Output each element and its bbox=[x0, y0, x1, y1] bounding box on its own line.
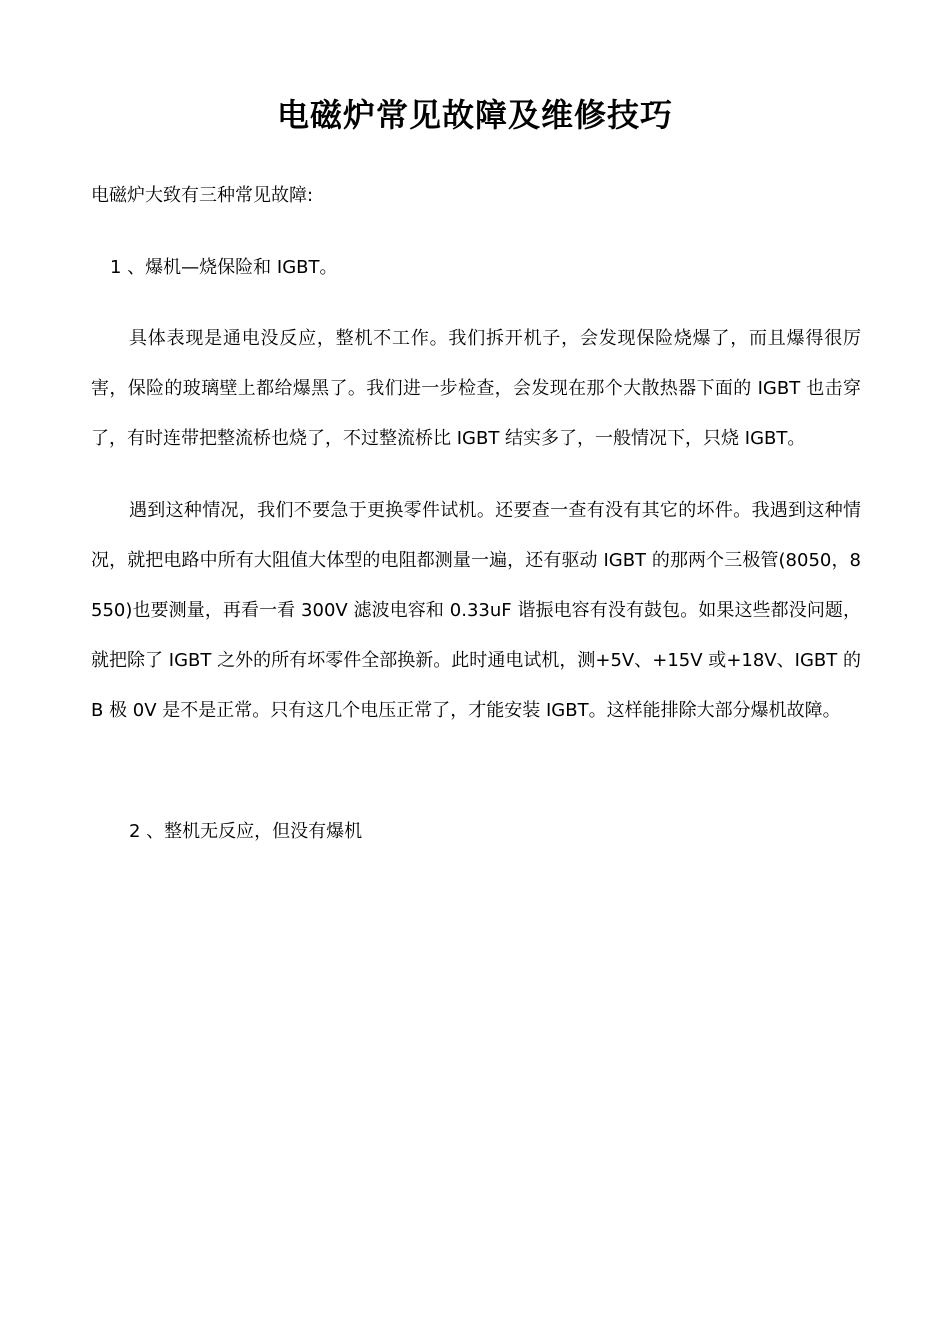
intro-text: 电磁炉大致有三种常见故障: bbox=[91, 185, 314, 206]
fault-1-paragraph-2: 遇到这种情况，我们不要急于更换零件试机。还要查一查有没有其它的坏件。我遇到这种情况，就把电路中所有大阻值大体型的电阻都测量一遍，还有驱动 IGBT 的那两个三极管(8050，8550)也要测量，再看一看 300V 滤波电容和 0.33uF 谐振电容有没有鼓包。如果这些都没问题，就把除了 IGBT 之外的所有坏零件全部换新。此时通电试机，测+5V、+15V 或+18V、IGBT 的 B 极 0V 是不是正常。只有这几个电压正常了，才能安装 IGBT。这样能排除大部分爆机故障。 bbox=[91, 500, 861, 721]
page-title: 电磁炉常见故障及维修技巧 bbox=[276, 96, 673, 134]
fault-1-paragraph-1: 具体表现是通电没反应，整机不工作。我们拆开机子，会发现保险烧爆了，而且爆得很厉害，保险的玻璃壁上都给爆黑了。我们进一步检查，会发现在那个大散热器下面的 IGBT 也击穿了，有时连带把整流桥也烧了，不过整流桥比 IGBT 结实多了，一般情况下，只烧 IGBT。 bbox=[91, 328, 861, 449]
fault-1-heading: 1 、爆机—烧保险和 IGBT。 bbox=[110, 257, 338, 278]
fault-2-heading: 2 、整机无反应，但没有爆机 bbox=[129, 821, 363, 842]
